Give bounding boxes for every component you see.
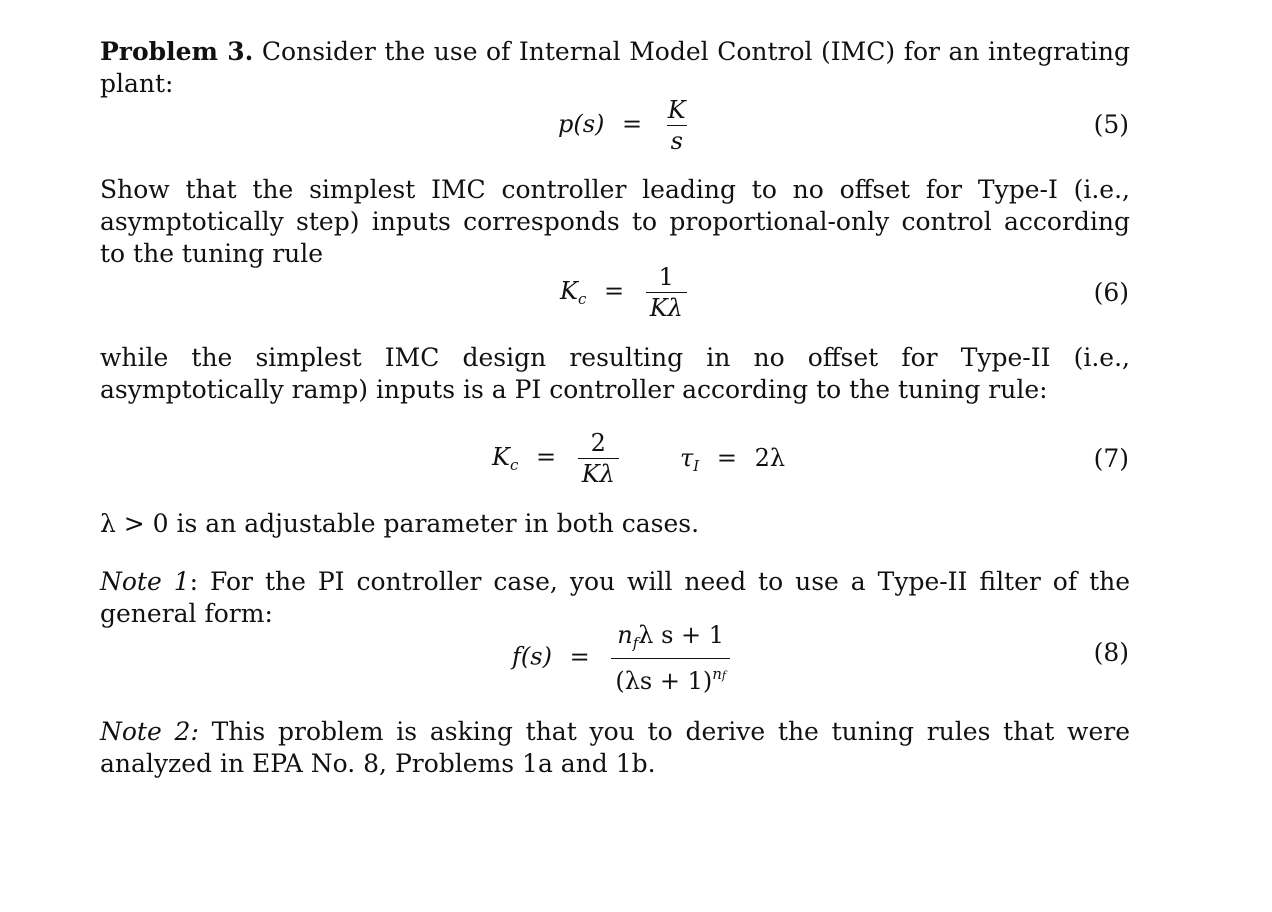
paragraph-type-ii: while the simplest IMC design resulting in no offset for Type-II (i.e., asymptotically ramp) inputs is a PI controller according to the tuning rule:: [100, 343, 1130, 404]
problem-intro: [100, 36, 1130, 100]
eq8-den-base: (λs + 1): [615, 667, 713, 695]
eq6-denominator: Kλ: [646, 292, 687, 323]
eq8-num-n: n: [617, 621, 633, 649]
problem-label: Problem 3.: [100, 37, 254, 66]
eq7-tau-equals: =: [716, 444, 737, 472]
eq5-equals: =: [622, 110, 643, 138]
note-2-label: Note 2:: [100, 717, 199, 746]
eq6-equals: =: [603, 277, 625, 305]
problem-intro-text: Consider the use of Internal Model Control (IMC) for an integrating plant:: [100, 37, 1130, 98]
eq8-fraction: [611, 620, 730, 696]
eq7-tau-subscript: I: [693, 457, 700, 475]
eq8-den-exp-n: n: [712, 665, 722, 683]
eq5-denominator: s: [667, 125, 687, 156]
lambda-note: λ > 0 is an adjustable parameter in both cases.: [100, 509, 700, 538]
equation-7-number: (7): [1093, 444, 1129, 473]
eq7-tau-rhs: 2λ: [754, 444, 786, 472]
eq8-den-exp-subscript: f: [721, 669, 726, 682]
equation-7: [492, 428, 623, 489]
equation-8-number: (8): [1093, 638, 1129, 667]
eq7-lhs: K: [492, 443, 510, 471]
eq6-lhs: K: [560, 277, 578, 305]
eq7-numerator: 2: [590, 429, 606, 457]
eq7-fraction: [578, 428, 619, 489]
eq6-numerator: 1: [658, 263, 674, 291]
eq8-den-exponent: [712, 665, 726, 683]
eq8-num-n-subscript: f: [632, 634, 639, 652]
eq5-lhs: p(s): [558, 110, 605, 138]
eq5-fraction: [664, 95, 690, 156]
eq7-equals: =: [535, 443, 557, 471]
eq8-equals: =: [569, 642, 590, 671]
note-1-text: : For the PI controller case, you will need to use a Type-II filter of the general form:: [100, 567, 1131, 628]
eq6-lhs-subscript: c: [577, 290, 587, 308]
equation-6: [560, 262, 691, 323]
eq7-lhs-subscript: c: [509, 456, 519, 474]
equation-5-number: (5): [1093, 110, 1129, 139]
paragraph-type-i: Show that the simplest IMC controller leading to no offset for Type-I (i.e., asymptotically step) inputs corresponds to proportional-only control according to the tuning rule: [100, 175, 1130, 268]
eq8-numerator: [613, 620, 728, 658]
equation-8: [512, 620, 734, 696]
eq8-num-rest: λ s + 1: [638, 621, 725, 649]
eq6-fraction: [646, 262, 687, 323]
eq5-numerator: K: [667, 96, 686, 124]
equation-7-tau: [680, 444, 785, 475]
eq8-denominator: [611, 658, 730, 696]
note-1-label: Note 1: [100, 567, 190, 596]
equation-6-number: (6): [1093, 278, 1129, 307]
eq8-lhs: f(s): [512, 642, 552, 671]
note-2: [100, 716, 1130, 780]
note-2-text: This problem is asking that you to derive the tuning rules that were analyzed in EPA No. 8, Problems 1a and 1b.: [100, 717, 1130, 778]
equation-5: [558, 95, 694, 156]
eq7-tau: τ: [680, 444, 694, 472]
eq7-denominator: Kλ: [578, 458, 619, 489]
